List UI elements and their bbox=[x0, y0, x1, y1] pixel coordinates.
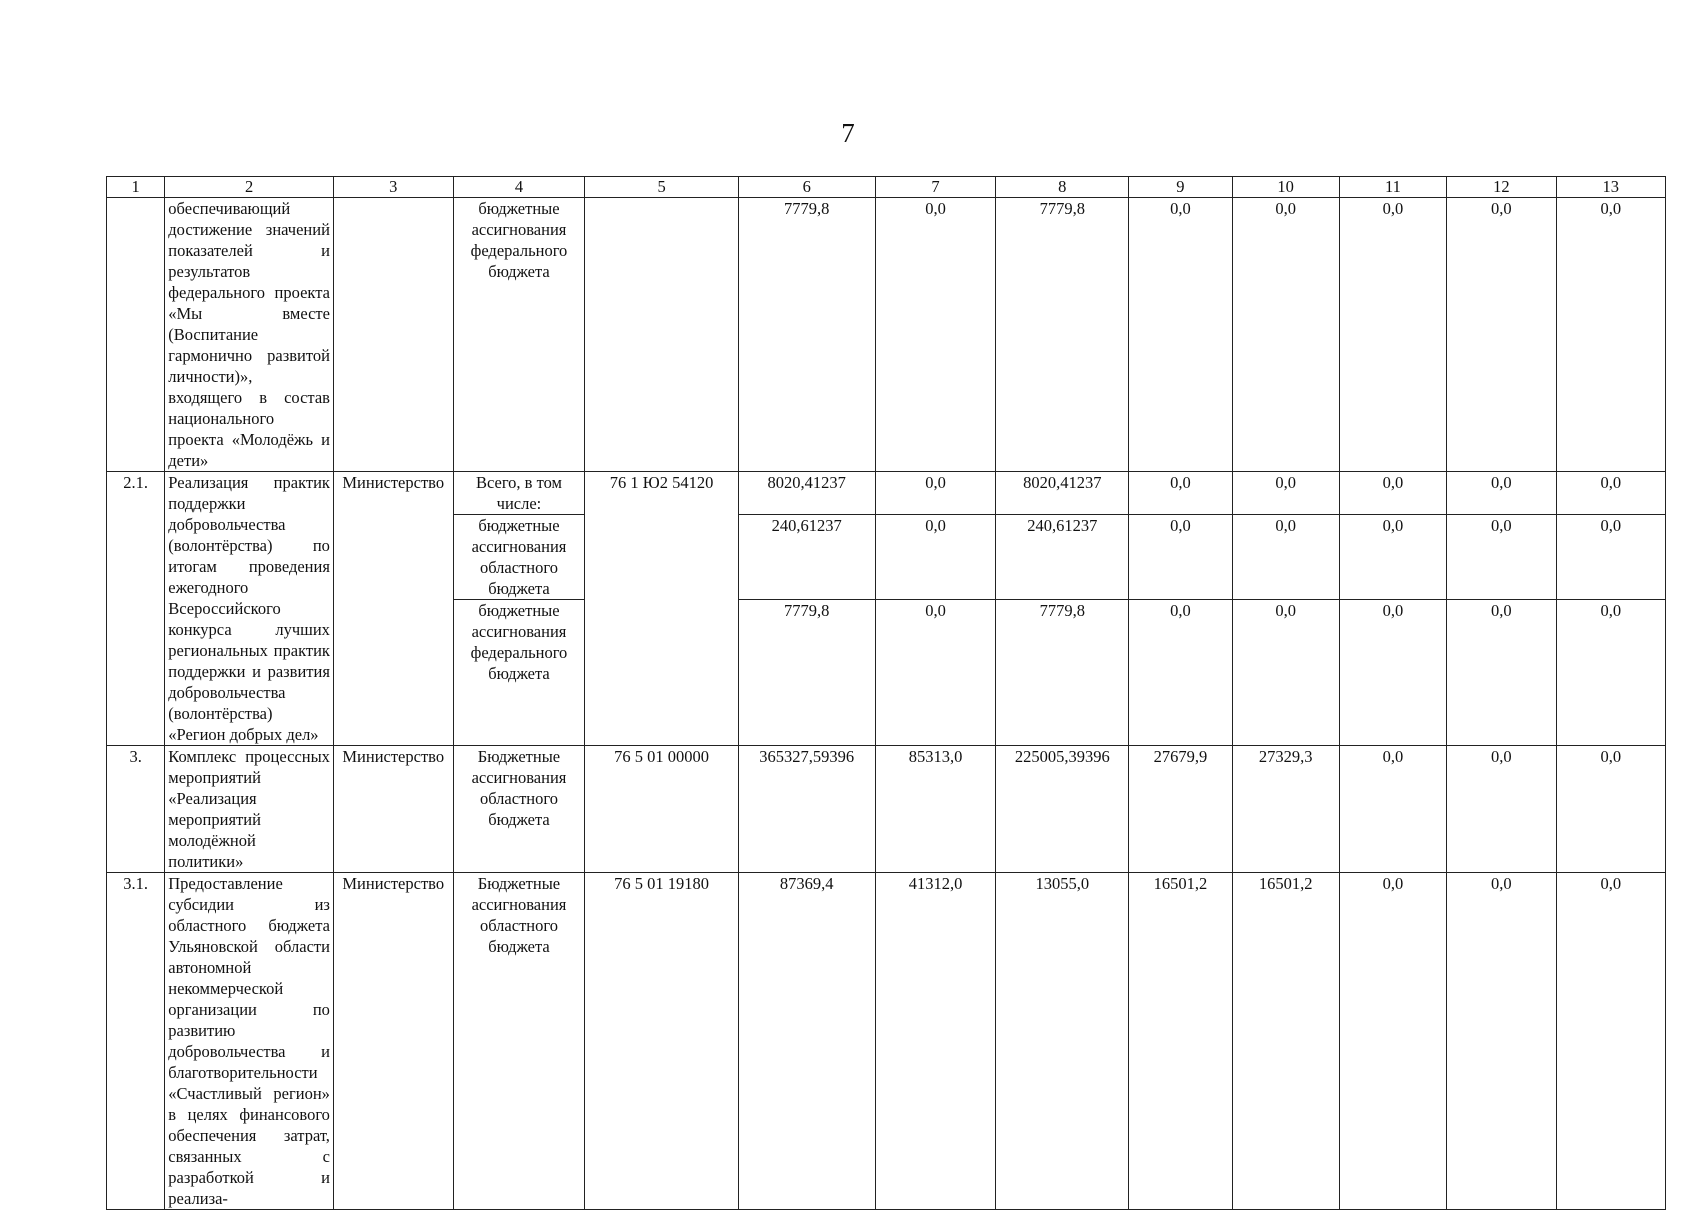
executor-cell: Министерство bbox=[333, 873, 453, 1210]
header-cell: 5 bbox=[585, 177, 738, 198]
value-cell: 41312,0 bbox=[875, 873, 996, 1210]
value-cell: 0,0 bbox=[1556, 472, 1665, 515]
funding-source-cell: Бюджетные ассигнования областного бюджета bbox=[453, 873, 585, 1210]
budget-code-cell: 76 5 01 19180 bbox=[585, 873, 738, 1210]
value-cell: 0,0 bbox=[875, 472, 996, 515]
activity-name-cell: Комплекс процессных мероприятий «Реализация мероприятий молодёжной политики» bbox=[165, 746, 334, 873]
value-cell: 7779,8 bbox=[996, 198, 1129, 472]
header-cell: 12 bbox=[1447, 177, 1556, 198]
value-cell: 27679,9 bbox=[1129, 746, 1232, 873]
row-number-cell bbox=[107, 198, 165, 472]
header-cell: 1 bbox=[107, 177, 165, 198]
value-cell: 0,0 bbox=[1556, 746, 1665, 873]
value-cell: 0,0 bbox=[1556, 600, 1665, 746]
value-cell: 0,0 bbox=[1339, 600, 1446, 746]
funding-source-cell: бюджетные ассигнования федерального бюджета bbox=[453, 198, 585, 472]
value-cell: 0,0 bbox=[875, 600, 996, 746]
value-cell: 7779,8 bbox=[738, 600, 875, 746]
value-cell: 240,61237 bbox=[996, 515, 1129, 600]
value-cell: 0,0 bbox=[1232, 472, 1339, 515]
header-row bbox=[107, 177, 1666, 198]
table-row bbox=[107, 198, 1666, 472]
value-cell: 0,0 bbox=[1232, 198, 1339, 472]
budget-code-cell: 76 1 Ю2 54120 bbox=[585, 472, 738, 746]
activity-name-cell: обеспечивающий достижение значений показателей и результатов федерального проекта «Мы вместе (Воспитание гармонично развитой личности)», входящего в состав национального проекта «Молодёжь и дети» bbox=[165, 198, 334, 472]
header-cell: 9 bbox=[1129, 177, 1232, 198]
value-cell: 7779,8 bbox=[738, 198, 875, 472]
header-cell: 4 bbox=[453, 177, 585, 198]
value-cell: 0,0 bbox=[1232, 600, 1339, 746]
executor-cell bbox=[333, 198, 453, 472]
row-number-cell: 3. bbox=[107, 746, 165, 873]
value-cell: 225005,39396 bbox=[996, 746, 1129, 873]
value-cell: 85313,0 bbox=[875, 746, 996, 873]
header-cell: 10 bbox=[1232, 177, 1339, 198]
value-cell: 0,0 bbox=[1129, 600, 1232, 746]
value-cell: 0,0 bbox=[875, 515, 996, 600]
value-cell: 0,0 bbox=[1129, 198, 1232, 472]
value-cell: 7779,8 bbox=[996, 600, 1129, 746]
funding-source-cell: Бюджетные ассигнования областного бюджета bbox=[453, 746, 585, 873]
value-cell: 0,0 bbox=[1447, 472, 1556, 515]
value-cell: 0,0 bbox=[1339, 515, 1446, 600]
header-cell: 7 bbox=[875, 177, 996, 198]
budget-code-cell: 76 5 01 00000 bbox=[585, 746, 738, 873]
header-cell: 8 bbox=[996, 177, 1129, 198]
value-cell: 87369,4 bbox=[738, 873, 875, 1210]
value-cell: 0,0 bbox=[1339, 472, 1446, 515]
budget-code-cell bbox=[585, 198, 738, 472]
value-cell: 0,0 bbox=[1447, 746, 1556, 873]
value-cell: 0,0 bbox=[1447, 198, 1556, 472]
table-row bbox=[107, 873, 1666, 1210]
value-cell: 0,0 bbox=[1129, 515, 1232, 600]
value-cell: 8020,41237 bbox=[738, 472, 875, 515]
value-cell: 240,61237 bbox=[738, 515, 875, 600]
value-cell: 0,0 bbox=[1556, 873, 1665, 1210]
value-cell: 0,0 bbox=[875, 198, 996, 472]
value-cell: 16501,2 bbox=[1129, 873, 1232, 1210]
row-number-cell: 2.1. bbox=[107, 472, 165, 746]
row-number-cell: 3.1. bbox=[107, 873, 165, 1210]
executor-cell: Министерство bbox=[333, 746, 453, 873]
executor-cell: Министерство bbox=[333, 472, 453, 746]
value-cell: 0,0 bbox=[1447, 600, 1556, 746]
value-cell: 13055,0 bbox=[996, 873, 1129, 1210]
value-cell: 0,0 bbox=[1556, 198, 1665, 472]
funding-source-cell: бюджетные ассигнования областного бюджета bbox=[453, 515, 585, 600]
header-cell: 6 bbox=[738, 177, 875, 198]
header-cell: 3 bbox=[333, 177, 453, 198]
value-cell: 0,0 bbox=[1129, 472, 1232, 515]
value-cell: 0,0 bbox=[1556, 515, 1665, 600]
funding-source-cell: Всего, в том числе: bbox=[453, 472, 585, 515]
value-cell: 0,0 bbox=[1339, 198, 1446, 472]
value-cell: 27329,3 bbox=[1232, 746, 1339, 873]
activity-name-cell: Предоставление субсидии из областного бюджета Ульяновской области автономной некоммерческой организации по развитию добровольчества и благотворительности «Счастливый регион» в целях финансового обеспечения затрат, связанных с разработкой и реализа- bbox=[165, 873, 334, 1210]
value-cell: 8020,41237 bbox=[996, 472, 1129, 515]
value-cell: 0,0 bbox=[1232, 515, 1339, 600]
budget-table bbox=[106, 176, 1666, 1210]
value-cell: 0,0 bbox=[1447, 873, 1556, 1210]
header-cell: 13 bbox=[1556, 177, 1665, 198]
value-cell: 16501,2 bbox=[1232, 873, 1339, 1210]
value-cell: 0,0 bbox=[1339, 746, 1446, 873]
value-cell: 365327,59396 bbox=[738, 746, 875, 873]
table-row bbox=[107, 472, 1666, 515]
funding-source-cell: бюджетные ассигнования федерального бюджета bbox=[453, 600, 585, 746]
header-cell: 11 bbox=[1339, 177, 1446, 198]
header-cell: 2 bbox=[165, 177, 334, 198]
value-cell: 0,0 bbox=[1339, 873, 1446, 1210]
activity-name-cell: Реализация практик поддержки добровольчества (волонтёрства) по итогам проведения ежегодного Всероссийского конкурса лучших региональных практик поддержки и развития добровольчества (волонтёрства) «Регион добрых дел» bbox=[165, 472, 334, 746]
value-cell: 0,0 bbox=[1447, 515, 1556, 600]
table-row bbox=[107, 746, 1666, 873]
page-number: 7 bbox=[841, 118, 855, 148]
